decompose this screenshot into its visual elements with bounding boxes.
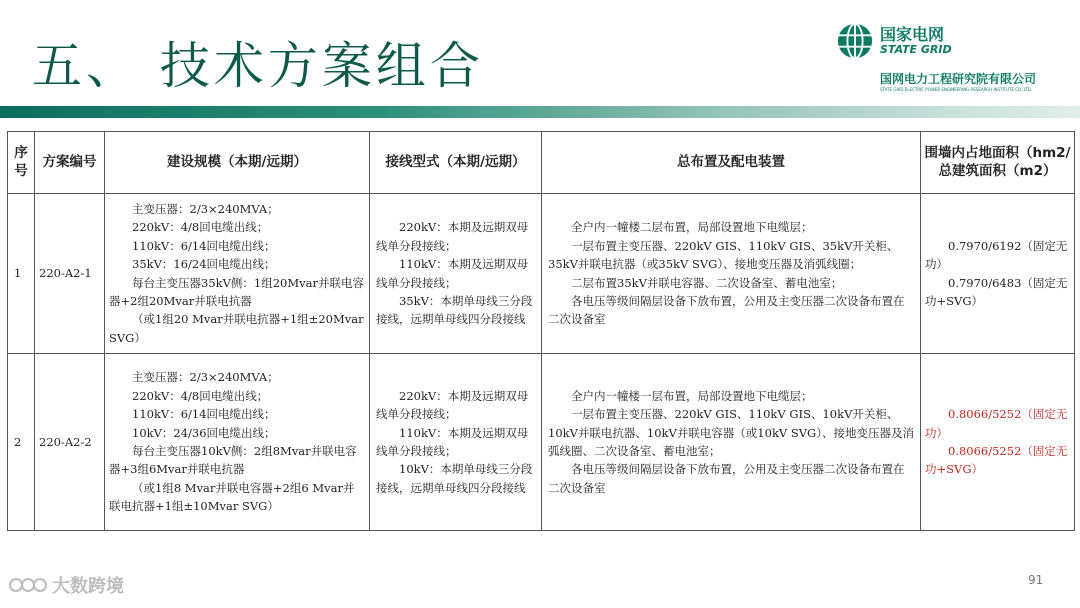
state-grid-logo: [836, 20, 1066, 96]
layout-line: 一层布置主变压器、220kV GIS、110kV GIS、10kV开关柜、10kV并联电抗器、10kV并联电容器（或10kV SVG）、接地变压器及消弧线圈、二次设备室、蓄电池室；: [548, 407, 914, 458]
scale-line: 每台主变压器10kV侧：2组8Mvar并联电容器+3组6Mvar并联电抗器: [109, 444, 357, 477]
watermark-logo-icon: [8, 574, 48, 596]
header-area: 围墙内占地面积（hm2/总建筑面积（m2）: [921, 132, 1075, 194]
page-number: 91: [1028, 573, 1044, 587]
area-line: 0.7970/6192（固定无功）: [925, 238, 1068, 272]
area-line: 0.8066/5252（固定无功）: [925, 407, 1068, 440]
cell-area: [921, 354, 1075, 531]
area-line: 0.7970/6483（固定无功+SVG）: [925, 275, 1068, 308]
scale-line: 220kV：4/8回电缆出线；: [132, 220, 269, 235]
cell-wiring: [370, 194, 542, 354]
header-layout: 总布置及配电装置: [542, 132, 921, 194]
scale-line: 110kV：6/14回电缆出线；: [132, 238, 276, 253]
layout-line: 全户内一幢楼二层布置，局部设置地下电缆层；: [571, 220, 813, 235]
logo-english-name: STATE GRID: [880, 43, 952, 56]
scale-line: 主变压器：2/3×240MVA；: [132, 370, 279, 385]
layout-line: 各电压等级间隔层设备下放布置，公用及主变压器二次设备布置在二次设备室: [548, 293, 905, 327]
wiring-line: 10kV：本期单母线三分段接线，远期单母线四分段接线: [376, 462, 533, 495]
header-index: 序号: [8, 132, 35, 194]
table-header-row: [8, 132, 1075, 194]
watermark-text: 大数跨境: [52, 576, 124, 597]
wiring-line: 35kV：本期单母线三分段接线，远期单母线四分段接线: [376, 293, 533, 327]
scale-line: （或1组8 Mvar并联电容器+2组6 Mvar并联电抗器+1组±10Mvar SVG）: [109, 480, 355, 514]
cell-index: 2: [8, 354, 35, 531]
scale-line: 110kV：6/14回电缆出线；: [132, 407, 276, 422]
header-divider-band: [0, 106, 1080, 118]
header-code: 方案编号: [35, 132, 105, 194]
wiring-line: 220kV：本期及远期双母线单分段接线；: [376, 388, 529, 422]
wiring-line: 110kV：本期及远期双母线单分段接线；: [376, 257, 529, 290]
scale-line: （或1组20 Mvar并联电抗器+1组±20Mvar SVG）: [109, 312, 364, 345]
scale-line: 35kV：16/24回电缆出线；: [132, 257, 276, 272]
cell-area: [921, 194, 1075, 354]
logo-organization-name: 国网电力工程研究院有限公司: [880, 72, 1037, 86]
page-title: 五、 技术方案组合: [32, 37, 484, 95]
cell-code: 220-A2-1: [35, 194, 105, 354]
table-row: [8, 194, 1075, 354]
layout-line: 一层布置主变压器、220kV GIS、110kV GIS、35kV开关柜、35kV并联电抗器（或35kV SVG）、接地变压器及消弧线圈；: [548, 238, 899, 272]
scale-line: 220kV：4/8回电缆出线；: [132, 388, 269, 403]
logo-chinese-name: 国家电网: [880, 25, 945, 44]
scale-line: 10kV：24/36回电缆出线；: [132, 425, 276, 440]
cell-wiring: [370, 354, 542, 531]
cell-scale: [105, 194, 370, 354]
cell-index: 1: [8, 194, 35, 354]
header-wiring: 接线型式（本期/远期）: [370, 132, 542, 194]
wiring-line: 110kV：本期及远期双母线单分段接线；: [376, 425, 529, 458]
area-line: 0.8066/5252（固定无功+SVG）: [925, 444, 1068, 477]
scheme-table: [7, 131, 1075, 531]
layout-line: 各电压等级间隔层设备下放布置，公用及主变压器二次设备布置在二次设备室: [548, 462, 905, 495]
cell-layout: [542, 354, 921, 531]
cell-code: 220-A2-2: [35, 354, 105, 531]
scale-line: 每台主变压器35kV侧：1组20Mvar并联电容器+2组20Mvar并联电抗器: [109, 275, 364, 308]
layout-line: 二层布置35kV并联电容器、二次设备室、蓄电池室；: [571, 275, 843, 290]
cell-layout: [542, 194, 921, 354]
scale-line: 主变压器：2/3×240MVA；: [132, 201, 279, 216]
table-row: [8, 354, 1075, 531]
wiring-line: 220kV：本期及远期双母线单分段接线；: [376, 220, 529, 253]
logo-organization-english: STATE GRID ELECTRIC POWER ENGINEERING RESEARCH INSTITUTE CO.,LTD.: [880, 87, 1033, 92]
cell-scale: [105, 354, 370, 531]
watermark: [8, 572, 124, 598]
layout-line: 全户内一幢楼一层布置，局部设置地下电缆层；: [571, 388, 813, 403]
header-scale: 建设规模（本期/远期）: [105, 132, 370, 194]
state-grid-logo-icon: [836, 22, 874, 60]
